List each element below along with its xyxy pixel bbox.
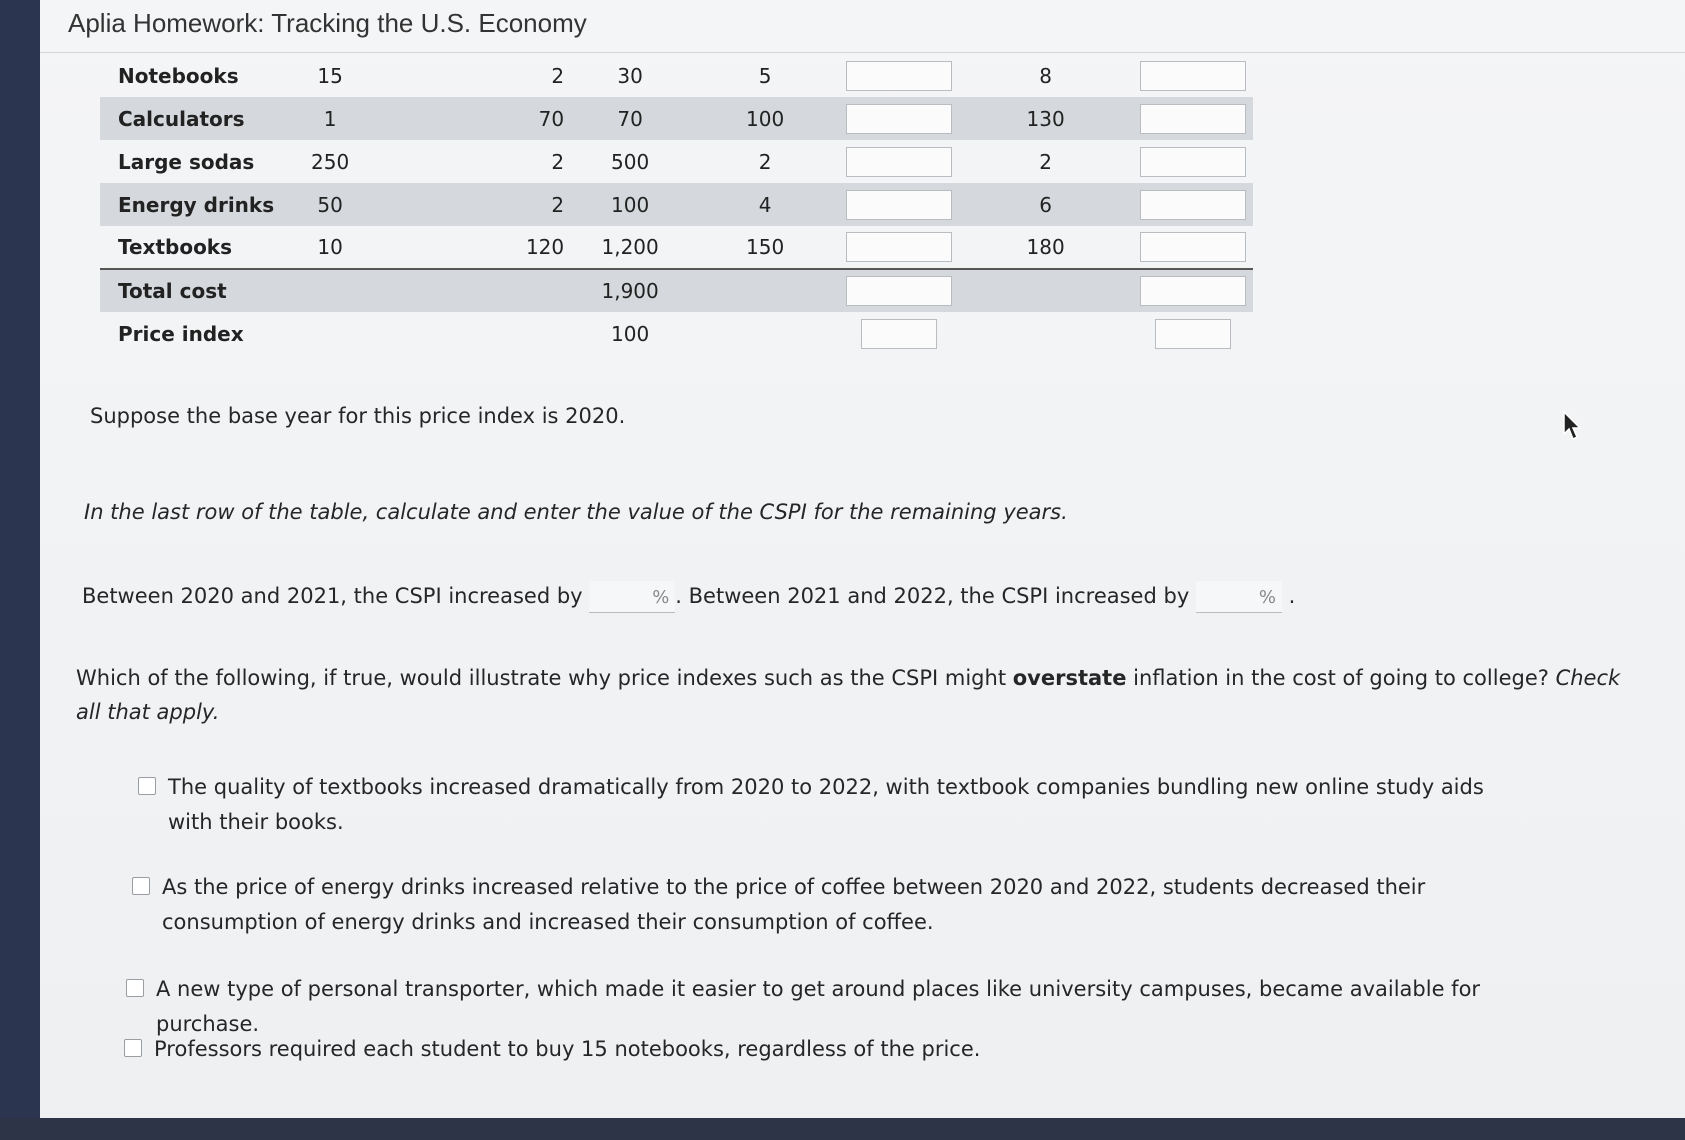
row-label: Price index (118, 321, 244, 346)
checkbox-icon[interactable] (132, 877, 150, 895)
cspi-increase-question (82, 580, 1295, 614)
total-cost-row (100, 269, 1253, 312)
choice-label: A new type of personal transporter, which made it easier to get around places like university campuses, became available for purchase. (156, 977, 1481, 1036)
table-cell: 4 (690, 183, 840, 226)
table-cell: 2 (551, 63, 565, 88)
total-input-2022[interactable] (1133, 269, 1253, 312)
choice-label: As the price of energy drinks increased relative to the price of coffee between 2020 and 2022, students decreased their consumption of energy drinks and increased their consumption of coffee. (162, 875, 1426, 934)
cell-input-box[interactable] (846, 190, 952, 220)
cspi-table (100, 54, 1253, 355)
table-cell: 100 (570, 183, 690, 226)
cost-input-2021[interactable] (840, 226, 958, 269)
table-cell: 1,200 (601, 235, 659, 259)
pct-increase-2022-input[interactable] (1196, 581, 1282, 613)
table-cell: 100 (690, 97, 840, 140)
percent-sign: % (652, 587, 670, 608)
row-label: Textbooks (118, 235, 233, 259)
question-emphasis: overstate (1012, 666, 1127, 690)
question-text-b: inflation in the cost of going to college? (1133, 666, 1549, 690)
choice-energy-drinks[interactable] (132, 870, 1512, 939)
table-cell: 130 (958, 97, 1133, 140)
cost-input-2021[interactable] (840, 183, 958, 226)
checkbox-icon[interactable] (124, 1039, 142, 1057)
row-label: Large sodas (118, 149, 255, 174)
choice-personal-transporter[interactable] (126, 972, 1506, 1041)
mouse-cursor-icon (1562, 410, 1584, 442)
table-cell: 15 (317, 63, 343, 88)
table-cell: 50 (280, 183, 380, 226)
instruction-text: In the last row of the table, calculate and enter the value of the CSPI for the remaining years. (84, 500, 1068, 524)
left-window-edge (0, 0, 40, 1140)
cost-input-2022[interactable] (1133, 140, 1253, 183)
cost-input-2021[interactable] (840, 97, 958, 140)
table-cell: 120 (525, 235, 565, 259)
table-cell: 6 (958, 183, 1133, 226)
pct-increase-2021-input[interactable] (589, 581, 675, 613)
table-cell: 2 (380, 183, 570, 226)
cost-input-2022[interactable] (1133, 54, 1253, 97)
question-text-a: Which of the following, if true, would illustrate why price indexes such as the CSPI might (76, 666, 1007, 690)
checkbox-icon[interactable] (126, 979, 144, 997)
cell-input-box[interactable] (1140, 190, 1246, 220)
total-cost-2020: 1,900 (570, 269, 690, 312)
cell-input-box[interactable] (1140, 232, 1246, 262)
cell-input-box[interactable] (1140, 276, 1246, 306)
title-divider (40, 52, 1685, 53)
row-label: Calculators (100, 97, 280, 140)
cost-input-2022[interactable] (1133, 97, 1253, 140)
table-cell: 5 (758, 63, 772, 88)
choice-notebooks[interactable] (124, 1032, 1504, 1067)
cell-input-box[interactable] (846, 276, 952, 306)
table-row (100, 97, 1253, 140)
table-cell: 8 (1039, 63, 1052, 88)
cell-input-box[interactable] (1155, 319, 1231, 349)
table-row (100, 54, 1253, 97)
table-cell: 70 (380, 97, 570, 140)
row-label: Energy drinks (100, 183, 280, 226)
table-cell: 2 (758, 149, 772, 174)
table-cell: 1 (280, 97, 380, 140)
price-index-row (100, 312, 1253, 355)
cell-input-box[interactable] (846, 61, 952, 91)
index-input-2022[interactable] (1133, 312, 1253, 355)
row-label: Notebooks (118, 63, 239, 88)
question-suffix: . (1288, 584, 1296, 608)
cost-input-2021[interactable] (840, 140, 958, 183)
table-cell: 180 (1026, 235, 1065, 259)
choice-textbook-quality[interactable] (138, 770, 1518, 839)
table-cell: 2 (1039, 149, 1052, 174)
price-index-2020: 100 (611, 321, 650, 346)
cell-input-box[interactable] (1140, 61, 1246, 91)
question-hint: Check all that apply. (76, 666, 1621, 724)
table-row (100, 183, 1253, 226)
cell-input-box[interactable] (846, 104, 952, 134)
cell-input-box[interactable] (1140, 147, 1246, 177)
table-row (100, 140, 1253, 183)
choice-label: Professors required each student to buy 15 notebooks, regardless of the price. (154, 1037, 981, 1061)
index-input-2021[interactable] (840, 312, 958, 355)
cell-input-box[interactable] (846, 147, 952, 177)
table-row (100, 226, 1253, 269)
base-year-text: Suppose the base year for this price index is 2020. (90, 404, 626, 428)
cell-input-box[interactable] (1140, 104, 1246, 134)
table-cell: 250 (311, 149, 350, 174)
choice-label: The quality of textbooks increased dramatically from 2020 to 2022, with textbook companies bundling new online study aids with their books. (168, 775, 1484, 834)
table-cell: 500 (611, 149, 650, 174)
table-cell: 10 (317, 235, 343, 259)
bottom-window-edge (0, 1118, 1685, 1140)
checkbox-icon[interactable] (138, 777, 156, 795)
page-title: Aplia Homework: Tracking the U.S. Economy (68, 8, 587, 38)
total-input-2021[interactable] (840, 269, 958, 312)
table-cell: 70 (570, 97, 690, 140)
cost-input-2022[interactable] (1133, 226, 1253, 269)
overstate-question (76, 662, 1636, 729)
cell-input-box[interactable] (846, 232, 952, 262)
question-middle: . Between 2021 and 2022, the CSPI increased by (675, 584, 1190, 608)
table-cell: 30 (617, 63, 643, 88)
question-prefix: Between 2020 and 2021, the CSPI increased by (82, 584, 583, 608)
percent-sign: % (1258, 587, 1276, 608)
cell-input-box[interactable] (861, 319, 937, 349)
homework-page (40, 0, 1685, 1118)
cost-input-2022[interactable] (1133, 183, 1253, 226)
row-label: Total cost (100, 269, 280, 312)
table-cell: 2 (551, 149, 565, 174)
table-cell: 150 (746, 235, 785, 259)
cost-input-2021[interactable] (840, 54, 958, 97)
